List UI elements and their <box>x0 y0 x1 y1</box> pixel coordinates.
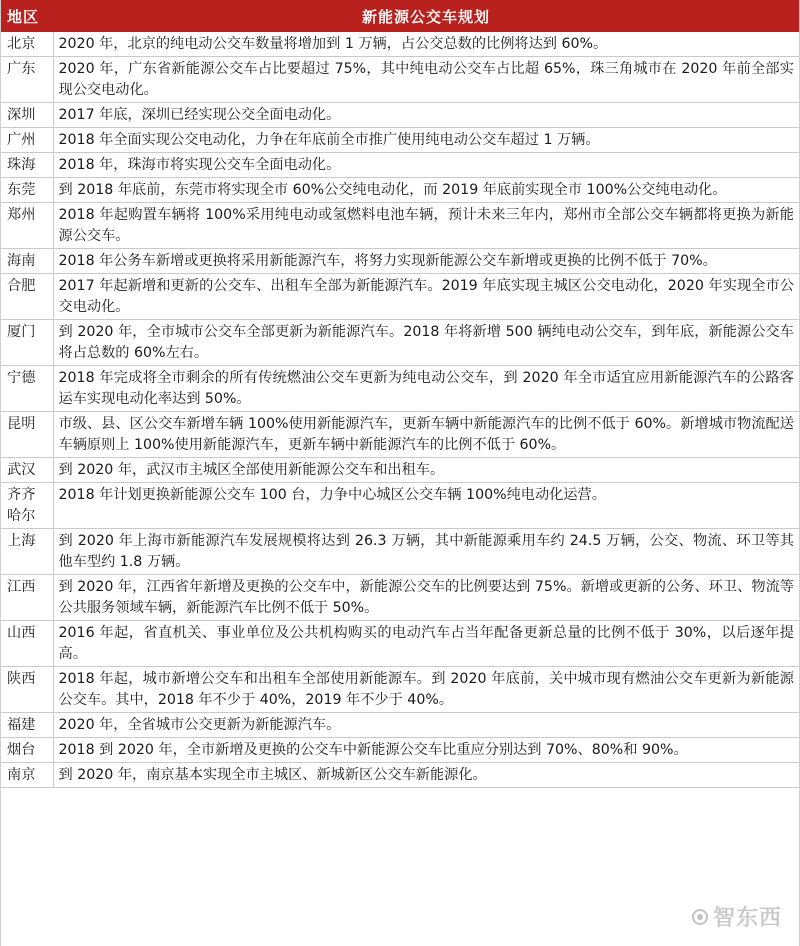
region-cell: 厦门 <box>1 320 53 366</box>
plan-cell: 2018 年起购置车辆将 100%采用纯电动或氢燃料电池车辆，预计未来三年内，郑州市全部公交车辆都将更换为新能源公交车。 <box>53 203 799 249</box>
plan-cell: 2018 年起，城市新增公交车和出租车全部使用新能源车。到 2020 年底前，关中城市现有燃油公交车更新为新能源公交车。其中，2018 年不少于 40%，2019 年不少于 40%。 <box>53 667 799 713</box>
table-row <box>1 575 799 621</box>
region-cell: 烟台 <box>1 738 53 763</box>
plan-cell: 到 2020 年，南京基本实现全市主城区、新城新区公交车新能源化。 <box>53 763 799 788</box>
table-row <box>1 412 799 458</box>
table-row <box>1 153 799 178</box>
table-row <box>1 667 799 713</box>
region-cell: 珠海 <box>1 153 53 178</box>
region-cell: 昆明 <box>1 412 53 458</box>
table-row <box>1 763 799 788</box>
table-row <box>1 249 799 274</box>
region-cell: 郑州 <box>1 203 53 249</box>
table-row <box>1 32 799 57</box>
plan-cell: 2020 年，北京的纯电动公交车数量将增加到 1 万辆，占公交总数的比例将达到 60%。 <box>53 32 799 57</box>
plan-cell: 到 2020 年，江西省年新增及更换的公交车中，新能源公交车的比例要达到 75%。新增或更新的公务、环卫、物流等公共服务领域车辆，新能源汽车比例不低于 50%。 <box>53 575 799 621</box>
ev-bus-plan-table <box>1 0 799 788</box>
table-row <box>1 103 799 128</box>
region-cell: 陕西 <box>1 667 53 713</box>
region-cell: 东莞 <box>1 178 53 203</box>
plan-cell: 2020 年，广东省新能源公交车占比要超过 75%，其中纯电动公交车占比超 65%，珠三角城市在 2020 年前全部实现公交电动化。 <box>53 57 799 103</box>
plan-cell: 2020 年，全省城市公交更新为新能源汽车。 <box>53 713 799 738</box>
watermark-text: 智东西 <box>712 906 782 931</box>
region-cell: 齐齐哈尔 <box>1 483 53 529</box>
table-row <box>1 57 799 103</box>
table-row <box>1 738 799 763</box>
region-cell: 福建 <box>1 713 53 738</box>
plan-cell: 2018 年完成将全市剩余的所有传统燃油公交车更新为纯电动公交车，到 2020 年全市适宜应用新能源汽车的公路客运车实现电动化率达到 50%。 <box>53 366 799 412</box>
region-cell: 广州 <box>1 128 53 153</box>
table-row <box>1 274 799 320</box>
region-cell: 山西 <box>1 621 53 667</box>
table-row <box>1 529 799 575</box>
plan-cell: 2018 年全面实现公交电动化，力争在年底前全市推广使用纯电动公交车超过 1 万辆。 <box>53 128 799 153</box>
table-header-row <box>1 0 799 32</box>
logo-icon <box>692 909 708 925</box>
plan-cell: 2018 年计划更换新能源公交车 100 台，力争中心城区公交车辆 100%纯电动化运营。 <box>53 483 799 529</box>
plan-cell: 到 2020 年，武汉市主城区全部使用新能源公交车和出租车。 <box>53 458 799 483</box>
region-cell: 南京 <box>1 763 53 788</box>
table-row <box>1 128 799 153</box>
region-cell: 广东 <box>1 57 53 103</box>
region-cell: 江西 <box>1 575 53 621</box>
table-row <box>1 621 799 667</box>
region-cell: 海南 <box>1 249 53 274</box>
region-cell: 深圳 <box>1 103 53 128</box>
table-row <box>1 178 799 203</box>
table-row <box>1 366 799 412</box>
region-cell: 上海 <box>1 529 53 575</box>
table-row <box>1 458 799 483</box>
plan-cell: 2017 年底，深圳已经实现公交全面电动化。 <box>53 103 799 128</box>
plan-cell: 2016 年起，省直机关、事业单位及公共机构购买的电动汽车占当年配备更新总量的比例不低于 30%，以后逐年提高。 <box>53 621 799 667</box>
plan-cell: 到 2020 年，全市城市公交车全部更新为新能源汽车。2018 年将新增 500 辆纯电动公交车，到年底，新能源公交车将占总数的 60%左右。 <box>53 320 799 366</box>
region-cell: 北京 <box>1 32 53 57</box>
region-cell: 武汉 <box>1 458 53 483</box>
region-cell: 宁德 <box>1 366 53 412</box>
plan-cell: 2018 年公务车新增或更换将采用新能源汽车，将努力实现新能源公交车新增或更换的比例不低于 70%。 <box>53 249 799 274</box>
plan-cell: 2017 年起新增和更新的公交车、出租车全部为新能源汽车。2019 年底实现主城区公交电动化，2020 年实现全市公交电动化。 <box>53 274 799 320</box>
header-plan: 新能源公交车规划 <box>53 0 799 32</box>
plan-cell: 2018 到 2020 年，全市新增及更换的公交车中新能源公交车比重应分别达到 70%、80%和 90%。 <box>53 738 799 763</box>
table-row <box>1 320 799 366</box>
table-row <box>1 713 799 738</box>
plan-cell: 到 2020 年上海市新能源汽车发展规模将达到 26.3 万辆，其中新能源乘用车约 24.5 万辆，公交、物流、环卫等其他车型约 1.8 万辆。 <box>53 529 799 575</box>
region-cell: 合肥 <box>1 274 53 320</box>
plan-cell: 2018 年，珠海市将实现公交车全面电动化。 <box>53 153 799 178</box>
watermark <box>692 901 782 932</box>
table-row <box>1 483 799 529</box>
plan-cell: 市级、县、区公交车新增车辆 100%使用新能源汽车，更新车辆中新能源汽车的比例不低于 60%。新增城市物流配送车辆原则上 100%使用新能源汽车，更新车辆中新能源汽车的比例不低于 60%。 <box>53 412 799 458</box>
plan-cell: 到 2018 年底前，东莞市将实现全市 60%公交纯电动化，而 2019 年底前实现全市 100%公交纯电动化。 <box>53 178 799 203</box>
header-region: 地区 <box>1 0 53 32</box>
table-row <box>1 203 799 249</box>
